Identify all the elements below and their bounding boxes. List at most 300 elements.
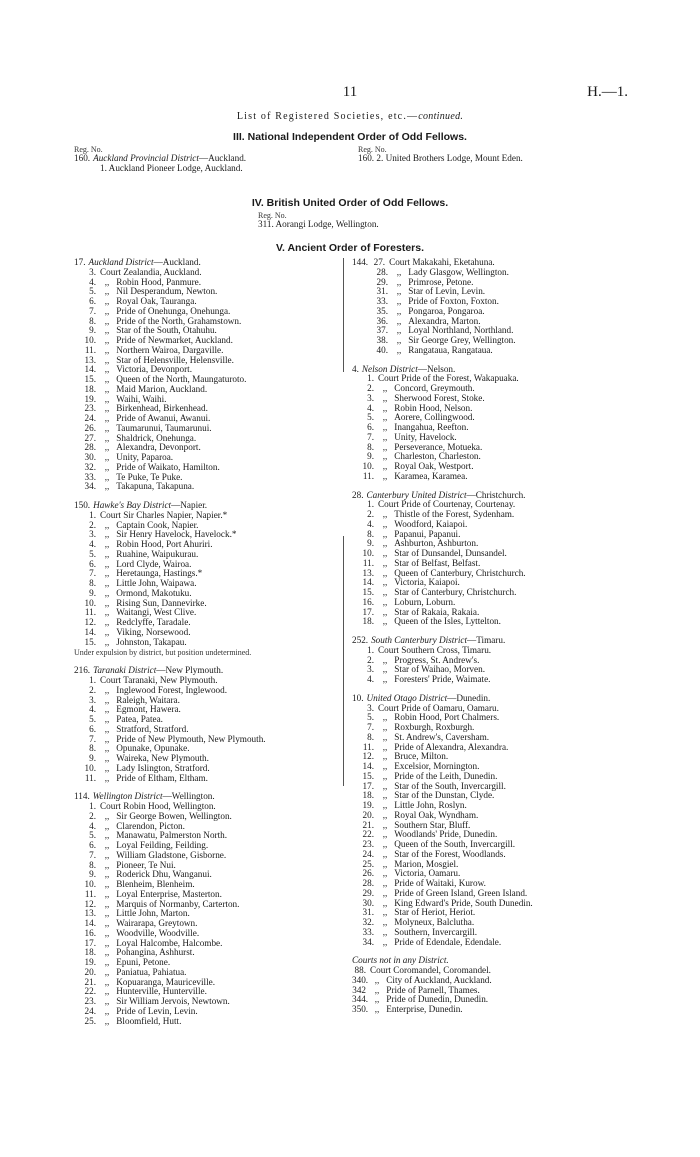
ditto-mark: ,,	[104, 296, 110, 306]
court-number: 7.	[89, 849, 96, 860]
section-4-body	[258, 211, 379, 230]
ditto-mark: ,,	[382, 887, 388, 898]
court-name: Taumarunui, Taumarunui.	[116, 422, 212, 433]
ditto-mark: ,,	[104, 976, 110, 987]
district-name: Hawke's Bay District	[93, 500, 172, 510]
court-name: Taranaki, New Plymouth.	[123, 675, 218, 685]
court-number: 15.	[362, 770, 374, 781]
court-name: Marion, Mosgiel.	[394, 858, 459, 869]
court-number: 8.	[89, 743, 96, 754]
heading-continued: continued.	[418, 111, 464, 122]
court-label: Court	[389, 257, 413, 267]
ditto-mark: ,,	[382, 839, 388, 849]
court-name: Pride of Eltham, Eltham.	[116, 772, 208, 783]
court-number: 3.	[367, 392, 374, 403]
court-name: Star of the Forest, Woodlands.	[394, 848, 506, 859]
court-number: 18.	[362, 790, 374, 801]
ditto-mark: ,,	[104, 869, 110, 880]
district-name: United Otago District	[366, 692, 448, 703]
ditto-mark: ,,	[382, 858, 388, 869]
court-number: 12.	[84, 898, 96, 909]
ditto-mark: ,,	[104, 840, 110, 850]
court-number: 36.	[376, 315, 388, 326]
court-entry	[352, 346, 652, 356]
court-number: 7.	[89, 568, 96, 579]
court-name: Pride of New Plymouth, New Plymouth.	[116, 733, 266, 744]
spacer	[74, 1026, 342, 1035]
court-number: 32.	[84, 461, 96, 472]
court-number: 88.	[354, 965, 366, 975]
foresters-right-column	[352, 258, 652, 1015]
court-name: Pride of the North, Grahamstown.	[116, 315, 242, 326]
court-name: Loyal Halcombe, Halcombe.	[116, 937, 223, 948]
ditto-mark: ,,	[382, 674, 388, 684]
court-name: Woodford, Kaiapoi.	[394, 518, 468, 529]
court-number: 25.	[84, 1015, 96, 1026]
column-divider	[343, 258, 344, 372]
court-number: 11.	[362, 470, 374, 481]
court-name: Bloomfield, Hutt.	[116, 1015, 182, 1026]
court-number: 33.	[84, 471, 96, 482]
page-number: 11	[342, 84, 358, 100]
court-name: Ruahine, Waipukurau.	[116, 548, 199, 559]
court-number: 25.	[362, 858, 374, 869]
ditto-mark: ,,	[104, 1015, 110, 1026]
court-number: 10.	[362, 548, 374, 558]
court-number: 4.	[89, 276, 96, 287]
ditto-mark: ,,	[104, 966, 110, 977]
district-location: —Timaru.	[467, 635, 506, 645]
court-name: Star of Helensville, Helensville.	[116, 354, 234, 365]
ditto-mark: ,,	[382, 848, 388, 859]
court-number: 1.	[89, 509, 96, 520]
court-name: Robin Hood, Port Ahuriri.	[116, 539, 213, 549]
district-number: 10.	[352, 692, 364, 703]
court-name: Concord, Greymouth.	[394, 383, 475, 393]
ditto-mark: ,,	[382, 596, 388, 607]
court-number: 23.	[84, 996, 96, 1006]
court-number: 8.	[89, 315, 96, 326]
ditto-mark: ,,	[104, 908, 110, 919]
court-number: 6.	[89, 558, 96, 569]
court-number: 33.	[376, 296, 388, 306]
court-label: Court	[370, 965, 394, 975]
section-4-title: IV. British United Order of Odd Fellows.	[251, 197, 449, 209]
court-number: 9.	[89, 325, 96, 336]
court-name: Pride of Parnell, Thames.	[386, 984, 480, 995]
court-name: Sir Charles Napier, Napier.*	[123, 509, 228, 520]
ditto-mark: ,,	[382, 770, 388, 781]
ditto-mark: ,,	[104, 830, 110, 841]
court-name: Star of Levin, Levin.	[408, 286, 486, 297]
court-number: 13.	[84, 908, 96, 919]
court-name: Little John, Marton.	[116, 908, 190, 919]
court-number: 4.	[367, 402, 374, 413]
court-number: 11.	[84, 772, 96, 783]
ditto-mark: ,,	[382, 538, 388, 549]
court-number: 23.	[362, 839, 374, 849]
district-number: 144.	[352, 257, 369, 267]
ditto-mark: ,,	[104, 519, 110, 530]
court-name: Alexandra, Devonport.	[116, 442, 201, 453]
court-name: Royal Oak, Tauranga.	[116, 296, 197, 306]
ditto-mark: ,,	[382, 878, 388, 888]
court-name: Pride of Courtenay, Courtenay.	[401, 499, 516, 510]
court-number: 3.	[89, 266, 96, 277]
ditto-mark: ,,	[396, 305, 402, 316]
ditto-mark: ,,	[104, 879, 110, 889]
court-name: Inglewood Forest, Inglewood.	[116, 684, 228, 695]
court-name: Manawatu, Palmerston North.	[116, 830, 228, 841]
ditto-mark: ,,	[382, 722, 388, 732]
ditto-mark: ,,	[104, 413, 110, 423]
court-name: Charleston, Charleston.	[394, 451, 481, 462]
ditto-mark: ,,	[396, 296, 402, 306]
district-number: 114.	[74, 791, 90, 802]
ditto-mark: ,,	[104, 305, 110, 316]
court-name: Northern Wairoa, Dargaville.	[116, 344, 224, 355]
court-name: Raleigh, Waitara.	[116, 694, 180, 705]
ditto-mark: ,,	[104, 849, 110, 860]
court-name: Victoria, Kaiapoi.	[394, 577, 460, 588]
court-name: Foresters' Pride, Waimate.	[394, 674, 491, 684]
court-number: 22.	[84, 986, 96, 997]
court-name: Robin Hood, Wellington.	[123, 801, 216, 811]
court-number: 11.	[362, 741, 374, 752]
court-number: 350.	[352, 1004, 369, 1014]
district-name: Auckland District	[88, 257, 154, 267]
court-name: Takapuna, Takapuna.	[116, 481, 195, 492]
court-name: Opunake, Opunake.	[116, 743, 190, 754]
court-label: Court	[378, 499, 402, 510]
ditto-mark: ,,	[104, 684, 110, 695]
court-number: 3.	[89, 529, 96, 540]
ditto-mark: ,,	[104, 461, 110, 472]
court-name: Pride of Onehunga, Onehunga.	[116, 305, 231, 316]
ditto-mark: ,,	[382, 548, 388, 558]
court-entry	[352, 675, 652, 685]
court-name: William Gladstone, Gisborne.	[116, 849, 227, 860]
ditto-mark: ,,	[382, 431, 388, 442]
ditto-mark: ,,	[104, 986, 110, 997]
court-name: Pride of Levin, Levin.	[116, 1005, 198, 1016]
court-entry	[74, 774, 342, 784]
district-location: —Nelson.	[417, 363, 456, 374]
court-name: Papanui, Papanui.	[394, 528, 461, 539]
district-number: 4.	[352, 363, 359, 374]
ditto-mark: ,,	[104, 617, 110, 627]
court-number: 5.	[367, 712, 374, 723]
court-number: 17.	[362, 606, 374, 617]
court-name: Southern, Invercargill.	[394, 926, 478, 937]
court-number: 7.	[367, 722, 374, 732]
court-number: 3.	[367, 664, 374, 675]
court-number: 29.	[362, 887, 374, 898]
ditto-mark: ,,	[104, 927, 110, 938]
court-name: Rangataua, Rangataua.	[408, 344, 493, 355]
court-name: Lady Glasgow, Wellington.	[408, 266, 509, 277]
court-name: Little John, Roslyn.	[394, 800, 467, 810]
footnote: Under expulsion by district, but position undetermined.	[74, 648, 252, 658]
ditto-mark: ,,	[382, 809, 388, 820]
court-name: Egmont, Hawera.	[116, 704, 181, 715]
column-divider	[343, 536, 344, 786]
court-name: Pride of Awanui, Awanui.	[116, 413, 211, 423]
district-number: 28.	[352, 489, 364, 500]
court-number: 2.	[367, 654, 374, 665]
court-number: 14.	[362, 577, 374, 588]
ditto-mark: ,,	[382, 907, 388, 918]
district-name: South Canterbury District	[371, 635, 468, 645]
ditto-mark: ,,	[104, 481, 110, 492]
court-name: Kopuaranga, Mauriceville.	[116, 976, 216, 987]
court-number: 15.	[362, 587, 374, 597]
ditto-mark: ,,	[104, 636, 110, 647]
ditto-mark: ,,	[396, 344, 402, 355]
court-name: Progress, St. Andrew's.	[394, 654, 480, 665]
court-number: 23.	[84, 403, 96, 414]
court-name: Waireka, New Plymouth.	[116, 753, 209, 763]
court-number: 1.	[89, 801, 96, 811]
court-entry	[74, 482, 342, 492]
ditto-mark: ,,	[104, 607, 110, 618]
ditto-mark: ,,	[104, 452, 110, 462]
ditto-mark: ,,	[104, 743, 110, 754]
district-location: —Auckland.	[153, 257, 201, 267]
ditto-mark: ,,	[104, 432, 110, 443]
court-name: Pioneer, Te Nui.	[116, 859, 176, 870]
district-name: Canterbury United District	[366, 489, 467, 500]
court-name: Johnston, Takapau.	[116, 636, 187, 647]
district-number: 17.	[74, 257, 86, 267]
ditto-mark: ,,	[104, 422, 110, 433]
ditto-mark: ,,	[104, 918, 110, 928]
court-name: Star of Rakaia, Rakaia.	[394, 606, 480, 617]
ditto-mark: ,,	[382, 461, 388, 471]
court-number: 4.	[367, 674, 374, 684]
court-entry	[74, 1017, 342, 1027]
court-number: 31.	[362, 907, 374, 918]
district-name: Wellington District	[92, 791, 163, 802]
ditto-mark: ,,	[382, 383, 388, 393]
court-label: Court	[100, 675, 124, 685]
court-name: Hunterville, Hunterville.	[116, 986, 207, 997]
court-number: 5.	[367, 412, 374, 423]
court-name: Loyal Enterprise, Masterton.	[116, 888, 222, 899]
court-name: Star of Canterbury, Christchurch.	[394, 587, 517, 597]
district-name: Nelson District	[361, 363, 418, 374]
court-number: 7.	[89, 305, 96, 316]
court-entry	[352, 1005, 652, 1015]
court-number: 11.	[84, 888, 96, 899]
court-number: 14.	[84, 918, 96, 928]
court-name: Shaldrick, Onehunga.	[116, 432, 197, 443]
court-name: Nil Desperandum, Newton.	[116, 286, 218, 297]
court-number: 1.	[367, 373, 374, 384]
ditto-mark: ,,	[104, 315, 110, 326]
court-name: Bruce, Milton.	[394, 751, 449, 762]
ditto-mark: ,,	[104, 587, 110, 598]
court-name: Sir William Jervois, Newtown.	[116, 996, 230, 1006]
court-name: Little John, Waipawa.	[116, 578, 197, 588]
ditto-mark: ,,	[382, 392, 388, 403]
court-number: 2.	[89, 810, 96, 821]
court-name: Loburn, Loburn.	[394, 596, 456, 607]
court-name: Sir George Bowen, Wellington.	[116, 810, 232, 821]
ditto-mark: ,,	[104, 558, 110, 569]
court-number: 2.	[89, 519, 96, 530]
court-number: 5.	[89, 714, 96, 724]
ditto-mark: ,,	[104, 403, 110, 414]
court-name: Robin Hood, Port Chalmers.	[394, 712, 500, 723]
court-name: Thistle of the Forest, Sydenham.	[394, 509, 515, 519]
court-name: Heretaunga, Hastings.*	[116, 568, 203, 579]
court-name: Royal Oak, Westport.	[394, 461, 474, 471]
court-name: Woodlands' Pride, Dunedin.	[394, 829, 498, 840]
district-number: 150.	[74, 500, 91, 510]
court-number: 6.	[89, 723, 96, 734]
court-number: 344.	[352, 994, 369, 1005]
ditto-mark: ,,	[104, 383, 110, 394]
court-name: Pride of the Forest, Wakapuaka.	[401, 373, 519, 384]
court-name: Star of Waihao, Morven.	[394, 664, 485, 675]
ditto-mark: ,,	[382, 441, 388, 452]
court-name: Loyal Feilding, Feilding.	[116, 840, 209, 850]
court-name: Ormond, Makotuku.	[116, 587, 192, 598]
ditto-mark: ,,	[104, 810, 110, 821]
section-3-left	[74, 145, 246, 174]
court-number: 40.	[376, 344, 388, 355]
court-number: 20.	[84, 966, 96, 977]
court-name: Star of the South, Otahuhu.	[116, 325, 217, 336]
court-name: Sir Henry Havelock, Havelock.*	[116, 529, 237, 540]
court-number: 4.	[367, 518, 374, 529]
court-label: Court	[378, 644, 402, 655]
court-name: Southern Star, Bluff.	[394, 819, 471, 830]
court-name: Aorere, Collingwood.	[394, 412, 475, 423]
ditto-mark: ,,	[382, 422, 388, 432]
ditto-mark: ,,	[382, 790, 388, 801]
court-number: 28.	[362, 878, 374, 888]
court-name: Robin Hood, Nelson.	[394, 402, 473, 413]
ditto-mark: ,,	[104, 597, 110, 608]
ditto-mark: ,,	[104, 374, 110, 384]
ditto-mark: ,,	[104, 704, 110, 715]
ditto-mark: ,,	[382, 412, 388, 423]
ditto-mark: ,,	[382, 606, 388, 617]
court-number: 18.	[84, 947, 96, 958]
lodge-entry: 311. Aorangi Lodge, Wellington.	[258, 219, 379, 229]
court-number: 15.	[84, 374, 96, 384]
ditto-mark: ,,	[382, 557, 388, 568]
court-label: Court	[100, 266, 124, 277]
ditto-mark: ,,	[382, 926, 388, 937]
court-number: 2.	[367, 383, 374, 393]
court-name: Clarendon, Picton.	[116, 820, 185, 831]
ditto-mark: ,,	[396, 325, 402, 336]
court-number: 20.	[362, 809, 374, 820]
lodge-entry: 160. 2. United Brothers Lodge, Mount Eden.	[358, 153, 523, 163]
court-name: Pohangina, Ashhurst.	[116, 947, 195, 958]
court-name: Star of Belfast, Belfast.	[394, 557, 481, 568]
district-number: 216.	[74, 665, 91, 676]
section-5-title: V. Ancient Order of Foresters.	[275, 242, 424, 254]
court-name: Ashburton, Ashburton.	[394, 538, 479, 549]
court-number: 10.	[84, 597, 96, 608]
court-number: 10.	[84, 879, 96, 889]
court-number: 2.	[89, 684, 96, 695]
court-name: Stratford, Stratford.	[116, 723, 189, 734]
reg-no-label: Reg. No.	[258, 211, 287, 220]
court-name: Viking, Norsewood.	[116, 626, 191, 637]
court-number: 34.	[362, 936, 374, 947]
ditto-mark: ,,	[104, 772, 110, 783]
court-name: Victoria, Oamaru.	[394, 868, 461, 879]
ditto-mark: ,,	[396, 335, 402, 345]
court-number: 8.	[367, 731, 374, 742]
ditto-mark: ,,	[104, 539, 110, 549]
ditto-mark: ,,	[104, 753, 110, 763]
court-label: Court	[378, 702, 402, 713]
court-number: 17.	[362, 780, 374, 791]
court-number: 24.	[84, 413, 96, 423]
court-number: 19.	[84, 957, 96, 967]
section-3-title: III. National Independent Order of Odd Fellows.	[233, 131, 467, 143]
court-name: Southern Cross, Timaru.	[401, 644, 492, 655]
court-name: Lady Islington, Stratford.	[116, 762, 210, 773]
ditto-mark: ,,	[104, 1005, 110, 1016]
court-number: 11.	[362, 557, 374, 568]
court-name: Patea, Patea.	[116, 714, 163, 724]
court-name: Pride of Newmarket, Auckland.	[116, 335, 233, 345]
court-number: 12.	[84, 617, 96, 627]
ditto-mark: ,,	[396, 276, 402, 287]
district-location: —New Plymouth.	[156, 665, 224, 676]
ditto-mark: ,,	[382, 829, 388, 840]
ditto-mark: ,,	[382, 936, 388, 947]
court-name: Pride of Foxton, Foxton.	[408, 296, 499, 306]
court-number: 30.	[84, 452, 96, 462]
court-name: City of Auckland, Auckland.	[386, 974, 492, 985]
court-name: St. Andrew's, Caversham.	[394, 731, 490, 742]
court-name: Coromandel, Coromandel.	[393, 965, 491, 975]
court-number: 28.	[84, 442, 96, 453]
ditto-mark: ,,	[374, 984, 380, 995]
court-number: 8.	[367, 441, 374, 452]
ditto-mark: ,,	[382, 587, 388, 597]
ditto-mark: ,,	[104, 937, 110, 948]
court-name: Pride of Waikato, Hamilton.	[116, 461, 220, 472]
ditto-mark: ,,	[104, 714, 110, 724]
court-number: 26.	[362, 868, 374, 879]
district-location: —Dunedin.	[447, 692, 491, 703]
ditto-mark: ,,	[382, 712, 388, 723]
court-name: Makakahi, Eketahuna.	[412, 257, 495, 267]
court-entry	[352, 472, 652, 482]
district-name: Taranaki District	[93, 665, 157, 676]
court-number: 4.	[89, 539, 96, 549]
ditto-mark: ,,	[104, 762, 110, 773]
court-name: Royal Oak, Wyndham.	[394, 809, 479, 820]
court-name: Maid Marion, Auckland.	[116, 383, 208, 394]
court-number: 35.	[376, 305, 388, 316]
court-number: 6.	[89, 296, 96, 306]
court-name: Wairarapa, Greytown.	[116, 918, 198, 928]
court-name: Te Puke, Te Puke.	[116, 471, 183, 482]
court-number: 10.	[362, 461, 374, 471]
court-name: Victoria, Devonport.	[116, 364, 193, 375]
court-name: Pride of Oamaru, Oamaru.	[401, 702, 499, 713]
